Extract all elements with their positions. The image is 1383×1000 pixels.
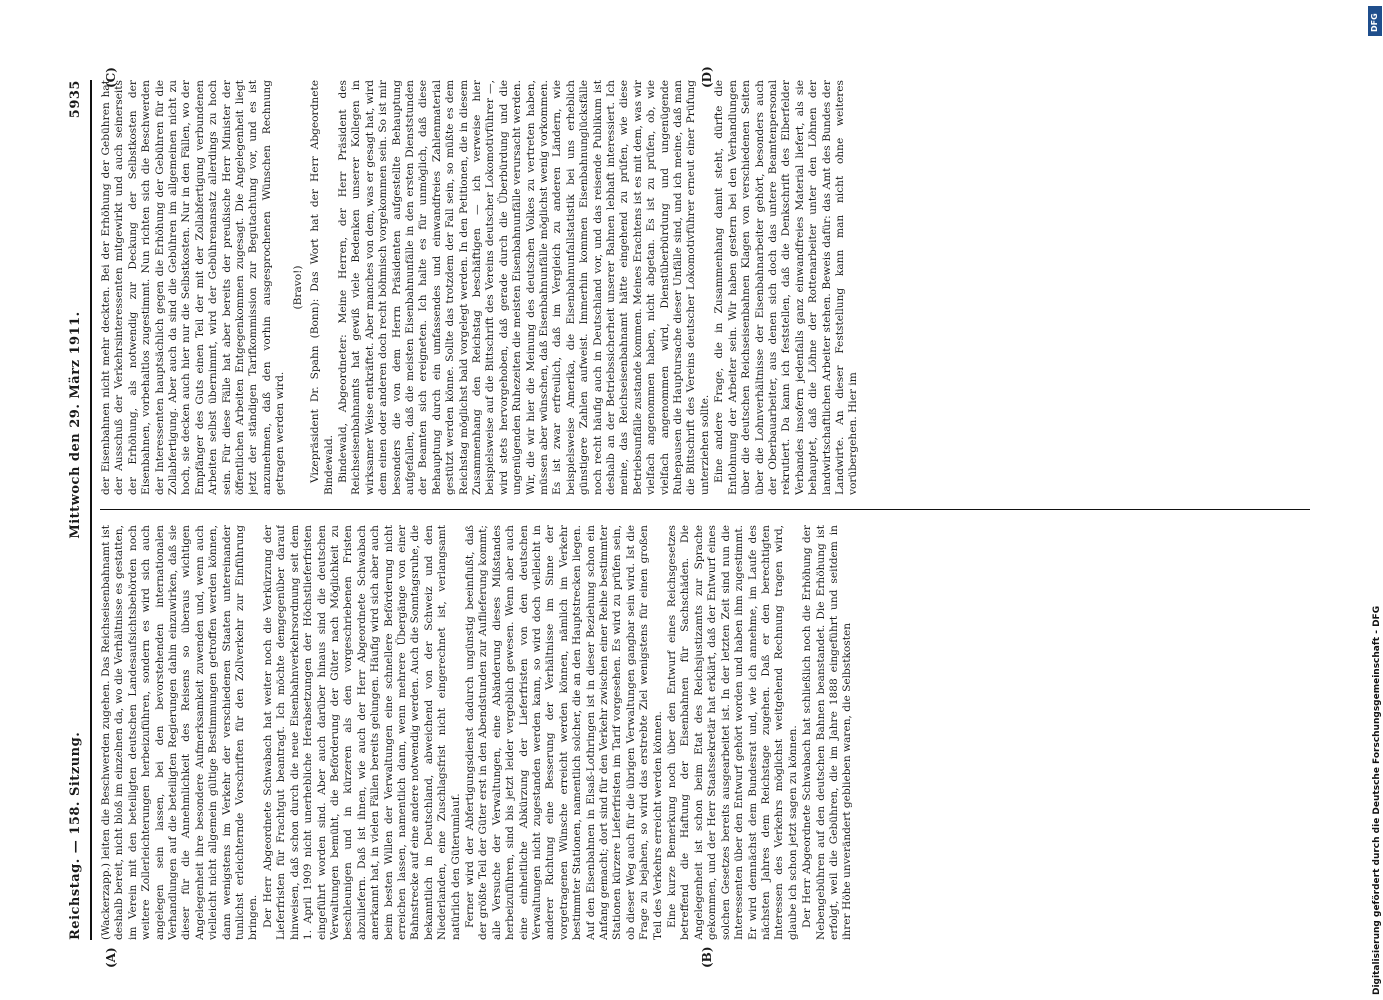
margin-marker-a: (A)	[104, 947, 118, 968]
margin-marker-d: (D)	[700, 66, 714, 88]
dfg-logo-text: DFG	[1370, 13, 1379, 32]
paragraph: Eine andere Frage, die in Zusammenhang damit steht, dürfte die Entlohnung der Arbeiter sein. Wir haben gestern bei den Verhandlungen über die deutschen Reichseisenbahnen Klagen von verschiedenen Seiten über die Lohnverhältnisse der Eisenbahnarbeiter gehört, besonders auch der Oberbauarbeiter, aus denen sich doch das untere Beamtenpersonal rekrutiert. Da kann ich feststellen, daß die Denkschrift des Elberfelder Verbandes insofern jedenfalls ganz einwandfreies Material liefert, als sie behauptet, daß die Löhne der Rottenarbeiter unter den Löhnen der landwirtschaftlichen Arbeiter stehen. Beweis dafür: das Amt des Bundes der Landwirte. An dieser Feststellung kann man nicht ohne weiteres vorübergehen. Hier im	[713, 80, 860, 495]
header-left: Reichstag. — 158. Sitzung.	[67, 731, 83, 940]
margin-marker-b: (B)	[700, 946, 714, 968]
dfg-logo	[1368, 6, 1382, 36]
header-date: Mittwoch den 29. März 1911.	[67, 311, 83, 539]
paragraph: Der Herr Abgeordnete Schwabach hat schließlich noch die Erhöhung der Nebengebühren auf den deutschen Bahnen beanstandet. Die Erhöhung ist erfolgt, weil die Gebühren, die im Jahre 1888 eingeführt und seitdem in ihrer Höhe unverändert geblieben waren, die Selbstkosten	[801, 525, 854, 940]
page-number: 5935	[67, 80, 83, 119]
rotated-page	[60, 60, 1320, 968]
page-header	[60, 80, 92, 940]
paragraph: Der Herr Abgeordnete Schwabach hat weiter noch die Verkürzung der Lieferfristen für Frachtgut beantragt. Ich möchte demgegenüber darauf hinweisen, daß schon durch die neue Eisenbahnverkehrsordnung seit dem 1. April 1909 nicht unerhebliche Herabsetzungen der Höchstlieferfristen eingeführt worden sind. Aber auch darüber hinaus sind die deutschen Verwaltungen bemüht, die Beförderung der Güter nach Möglichkeit zu beschleunigen und in kürzeren als den vorgeschriebenen Fristen abzuliefern. Daß ist ihnen, wie auch der Herr Abgeordnete Schwabach anerkannt hat, in vielen Fällen bereits gelungen. Häufig wird sich aber auch beim besten Willen der Verwaltungen eine schnellere Beförderung nicht erreichen lassen, namentlich dann, wenn mehrere Übergänge von einer Bahnstrecke auf eine andere notwendig werden. Auch die Sonntagsruhe, die bekanntlich in Deutschland, abweichend von der Schweiz und den Niederlanden, eine Zuschlagsfrist nicht eingerechnet ist, verlangsamt natürlich den Güterumlauf.	[261, 525, 462, 940]
interjection: (Bravo!)	[291, 265, 304, 310]
digitization-note: Digitalisierung gefördert durch die Deutsche Forschungsgemeinschaft - DFG	[1372, 605, 1382, 995]
right-column	[100, 80, 1310, 495]
paragraph: (Wackerzapp.) leiten die Beschwerden zugehen. Das Reichseisenbahnamt ist deshalb bereit, nicht bloß im einzelnen da, wo die Verhältnisse es gestatten, im Verein mit den beteiligten deutschen Landesaufsichtsbehörden noch weitere Zollerleichterungen herbeizuführen, sondern es wird sich auch angelegen sein lassen, bei den bevorstehenden internationalen Verhandlungen auf die beteiligten Regierungen dahin einzuwirken, daß sie dieser für die Annehmlichkeit des Reisens so überaus wichtigen Angelegenheit ihre besondere Aufmerksamkeit zuwenden und, wenn auch vielleicht nicht allgemein gültige Bestimmungen getroffen werden können, dann wenigstens im Verkehr der verschiedenen Staaten untereinander tunlichst erleichternde Vorschriften für den Zollverkehr zur Einführung bringen.	[100, 525, 260, 940]
paragraph: Eine kurze Bemerkung noch über den Entwurf eines Reichsgesetzes betreffend die Haftung der Eisenbahnen für Sachschäden. Die Angelegenheit ist schon beim Etat des Reichsjustizamts zur Sprache gekommen, und der Herr Staatssekretär hat erklärt, daß der Entwurf eines solchen Gesetzes bereits ausgearbeitet ist. In der letzten Zeit sind nun die Interessenten über den Entwurf gehört worden und haben ihm zugestimmt. Er wird demnächst dem Bundesrat und, wie ich annehme, im Laufe des nächsten Jahres dem Reichstage zugehen. Daß er den berechtigten Interessen des Verkehrs möglichst weitgehend Rechnung tragen wird, glaube ich schon jetzt sagen zu können.	[666, 525, 799, 940]
paragraph: der Eisenbahnen nicht mehr deckten. Bei der Erhöhung der Gebühren hat der Ausschuß der Verkehrsinteressenten mitgewirkt und auch seinerseits der Erhöhung, als notwendig zur Deckung der Selbstkosten der Eisenbahnen, vorbehaltlos zugestimmt. Nun richten sich die Beschwerden der Interessenten hauptsächlich gegen die Erhöhung der Gebühren für die Zollabfertigung. Aber auch da sind die Gebühren im allgemeinen nicht zu hoch, sie decken auch hier nur die Selbstkosten. Nur in den Fällen, wo der Empfänger des Guts einen Teil der mit der Zollabfertigung verbundenen Arbeiten selbst übernimmt, wird der Gebührenansatz allerdings zu hoch sein. Für diese Fälle hat aber bereits der preußische Herr Minister der öffentlichen Arbeiten Entgegenkommen zugesagt. Die Angelegenheit liegt jetzt der ständigen Tarifkommission zur Begutachtung vor, und es ist anzunehmen, daß den vorhin ausgesprochenen Wünschen Rechnung getragen werden wird.	[100, 80, 287, 495]
paragraph: Bindewald, Abgeordneter: Meine Herren, der Herr Präsident des Reichseisenbahnamts hat gewiß viele Bedenken unserer Kollegen in wirksamer Weise entkräftet. Aber manches von dem, was er gesagt hat, wird dem einen oder anderen doch recht böhmisch vorgekommen sein. So ist mir besonders die von dem Herrn Präsidenten aufgestellte Behauptung aufgefallen, daß die meisten Eisenbahnunfälle in den ersten Dienststunden der Beamten sich ereigneten. Ich halte es für unmöglich, daß diese Behauptung durch ein umfassendes und einwandfreies Zahlenmaterial gestützt werden könne. Sollte das trotzdem der Fall sein, so müßte es dem Reichstag möglichst bald vorgelegt werden. In den Petitionen, die in diesem Zusammenhang den Reichstag beschäftigen — ich verweise hier beispielsweise auf die Bittschrift des Vereins deutscher Lokomotivführer —, wird stets hervorgehoben, daß gerade durch die Überbürdung und die ungenügenden Ruhezeiten die meisten Eisenbahnunfälle verursacht werden. Wir, die wir hier die Meinung des deutschen Volkes zu vertreten haben, müssen aber wünschen, daß Eisenbahnunfälle möglichst wenig vorkommen. Es ist zwar erfreulich, daß im Vergleich zu anderen Ländern, wie beispielsweise Amerika, die Eisenbahnunfallstatistik bei uns erheblich günstigere Zahlen aufweist. Immerhin kommen Eisenbahnunglücksfälle noch recht häufig auch in Deutschland vor, und das reisende Publikum ist deshalb an der Betriebssicherheit unserer Bahnen lebhaft interessiert. Ich meine, das Reichseisenbahnamt hätte eingehend zu prüfen, wie diese Betriebsunfälle zustande kommen. Meines Erachtens ist es mit dem, was wir vielfach angenommen haben, nicht abgetan. Es ist zu prüfen, ob, wie vielfach angenommen wird, Dienstüberbürdung und ungenügende Ruhepausen die Hauptursache dieser Unfälle sind, und ich meine, daß man die Bittschrift des Vereins deutscher Lokomotivführer erneut einer Prüfung unterziehen sollte.	[336, 80, 711, 495]
text-columns	[100, 80, 1310, 940]
column-divider	[100, 509, 1310, 510]
margin-marker-c: (C)	[104, 67, 118, 88]
left-column	[100, 525, 1310, 940]
paragraph: Vizepräsident Dr. Spahn (Bonn): Das Wort hat der Herr Abgeordnete Bindewald.	[309, 80, 335, 495]
paragraph: Ferner wird der Abfertigungsdienst dadurch ungünstig beeinflußt, daß der größte Teil der Güter erst in den Abendstunden zur Auflieferung kommt; alle Versuche der Verwaltungen, eine Abänderung dieses Mißstandes herbeizuführen, sind bis jetzt leider vergeblich gewesen. Wenn aber auch eine einheitliche Abkürzung der Lieferfristen von den deutschen Verwaltungen nicht zugestanden werden kann, so wird doch vielleicht in anderer Richtung eine Besserung der Verhältnisse im Sinne der vorgetragenen Wünsche erreicht werden können, nämlich im Verkehr bestimmter Stationen, namentlich solcher, die an den Hauptstrecken liegen. Auf den Eisenbahnen in Elsaß-Lothringen ist in dieser Beziehung schon ein Anfang gemacht; dort sind für den Verkehr zwischen einer Reihe bestimmter Stationen kürzere Lieferfristen im Tarif vorgesehen. Es wird zu prüfen sein, ob dieser Weg auch für die übrigen Verwaltungen gangbar sein wird. Ist die Frage zu bejahen, so wird das erstrebte Ziel wenigstens für einen großen Teil des Verkehrs erreicht werden können.	[463, 525, 664, 940]
